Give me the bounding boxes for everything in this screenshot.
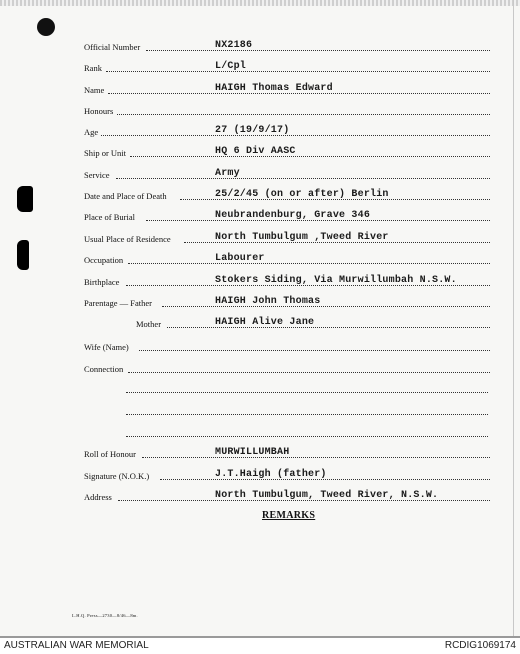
connection-line-3 xyxy=(126,414,488,415)
value-age: 27 (19/9/17) xyxy=(215,125,290,136)
field-mother xyxy=(136,317,490,331)
punch-hole-upper xyxy=(17,186,33,212)
value-name: HAIGH Thomas Edward xyxy=(215,83,333,94)
label-age: Age xyxy=(84,127,99,137)
value-ship-or-unit: HQ 6 Div AASC xyxy=(215,146,296,157)
field-place-of-burial xyxy=(84,210,490,224)
label-official-number: Official Number xyxy=(84,42,141,52)
field-roll-of-honour xyxy=(84,447,490,461)
value-father: HAIGH John Thomas xyxy=(215,296,321,307)
field-age xyxy=(84,125,490,139)
value-birthplace: Stokers Siding, Via Murwillumbah N.S.W. xyxy=(215,275,457,286)
field-name xyxy=(84,83,490,97)
label-occupation: Occupation xyxy=(84,255,124,265)
value-usual-residence: North Tumbulgum ,Tweed River xyxy=(215,232,389,243)
label-wife: Wife (Name) xyxy=(84,342,129,352)
value-signature: J.T.Haigh (father) xyxy=(215,469,327,480)
dotted-line xyxy=(101,135,490,136)
label-place-of-burial: Place of Burial xyxy=(84,212,135,222)
printer-imprint: L.H.Q. Press—2730—8/46—8m. xyxy=(72,613,138,618)
dotted-line xyxy=(106,71,490,72)
field-usual-residence xyxy=(84,232,490,246)
dotted-line xyxy=(128,263,490,264)
dotted-line xyxy=(139,350,490,351)
dotted-line xyxy=(142,457,490,458)
dotted-line xyxy=(117,114,490,115)
field-occupation xyxy=(84,253,490,267)
label-service: Service xyxy=(84,170,110,180)
value-address: North Tumbulgum, Tweed River, N.S.W. xyxy=(215,490,439,501)
field-official-number xyxy=(84,40,490,54)
field-birthplace xyxy=(84,275,490,289)
value-date-place-death: 25/2/45 (on or after) Berlin xyxy=(215,189,389,200)
label-ship-or-unit: Ship or Unit xyxy=(84,148,127,158)
label-name: Name xyxy=(84,85,105,95)
label-mother: Mother xyxy=(136,319,162,329)
footer-institution: AUSTRALIAN WAR MEMORIAL xyxy=(4,640,149,651)
dotted-line xyxy=(116,178,490,179)
connection-line-2 xyxy=(126,392,488,393)
field-service xyxy=(84,168,490,182)
dotted-line xyxy=(146,50,490,51)
field-rank xyxy=(84,61,490,75)
value-rank: L/Cpl xyxy=(215,61,247,72)
value-roll-of-honour: MURWILLUMBAH xyxy=(215,447,290,458)
label-date-place-death: Date and Place of Death xyxy=(84,191,167,201)
page-bottom-edge xyxy=(0,636,520,638)
label-connection: Connection xyxy=(84,364,124,374)
label-roll-of-honour: Roll of Honour xyxy=(84,449,136,459)
field-signature xyxy=(84,469,490,483)
field-wife xyxy=(84,340,490,354)
connection-line-4 xyxy=(126,436,488,437)
label-father: Parentage — Father xyxy=(84,298,152,308)
scan-edge-strip xyxy=(0,0,520,6)
field-ship-or-unit xyxy=(84,146,490,160)
dotted-line xyxy=(128,372,490,373)
value-occupation: Labourer xyxy=(215,253,265,264)
field-father xyxy=(84,296,490,310)
value-place-of-burial: Neubrandenburg, Grave 346 xyxy=(215,210,371,221)
label-birthplace: Birthplace xyxy=(84,277,120,287)
dotted-line xyxy=(130,156,490,157)
value-mother: HAIGH Alive Jane xyxy=(215,317,315,328)
punch-hole-top xyxy=(37,18,55,36)
label-signature: Signature (N.O.K.) xyxy=(84,471,150,481)
remarks-heading: REMARKS xyxy=(262,510,316,521)
label-usual-residence: Usual Place of Residence xyxy=(84,234,171,244)
value-official-number: NX2186 xyxy=(215,40,253,51)
label-rank: Rank xyxy=(84,63,102,73)
footer-record-id: RCDIG1069174 xyxy=(444,640,516,651)
punch-hole-middle xyxy=(17,240,29,270)
field-connection xyxy=(84,362,490,376)
field-honours xyxy=(84,104,490,118)
value-service: Army xyxy=(215,168,240,179)
dotted-line xyxy=(162,306,490,307)
label-address: Address xyxy=(84,492,112,502)
page-edge-line xyxy=(513,0,514,638)
field-date-place-death xyxy=(84,189,490,203)
label-honours: Honours xyxy=(84,106,114,116)
field-address xyxy=(84,490,490,504)
